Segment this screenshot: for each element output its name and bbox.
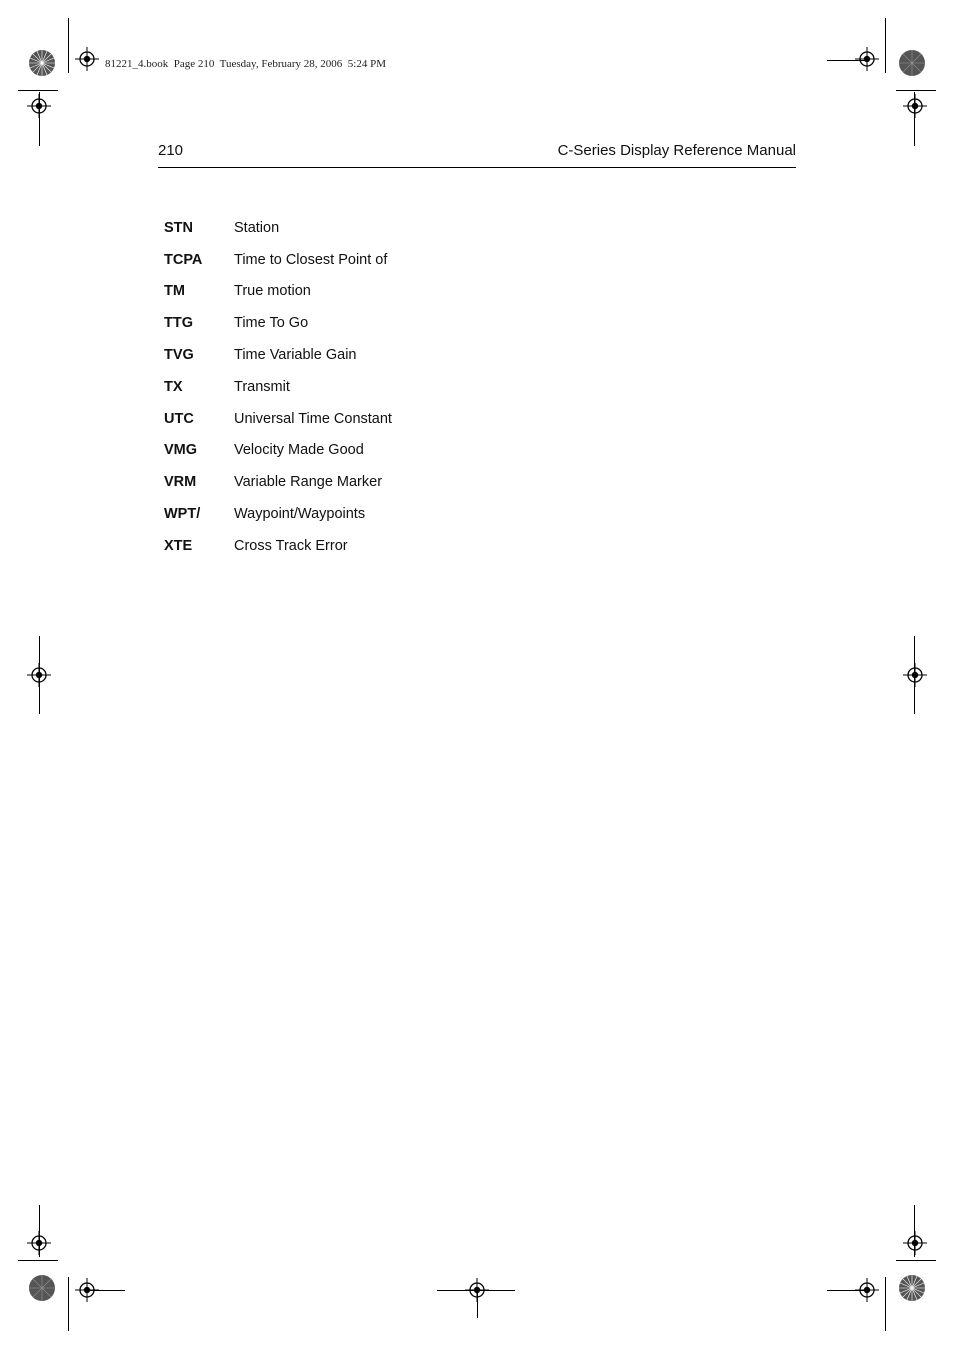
abbreviation: WPT/ [164,506,201,523]
registration-mark-icon [903,663,927,687]
abbreviation: TVG [164,347,194,364]
crop-mark-icon [39,1205,40,1257]
list-item [164,403,392,435]
definition: Station [234,219,280,236]
definition: Transmit [234,378,290,395]
list-item [164,244,392,276]
definition: Time Variable Gain [234,347,357,364]
list-item [164,498,392,530]
definition: Waypoint/Waypoints [234,506,366,523]
color-wheel-icon [898,1274,926,1302]
abbreviation: TTG [164,315,193,332]
crop-mark-icon [896,1260,936,1261]
book-title: C-Series Display Reference Manual [557,142,796,159]
definition: Universal Time Constant [234,410,392,427]
abbreviation-list [164,212,392,562]
list-item [164,371,392,403]
crop-mark-icon [18,1260,58,1261]
crop-mark-icon [68,1277,69,1331]
crop-mark-icon [827,60,867,61]
abbreviation: UTC [164,410,194,427]
page-number: 210 [158,142,184,159]
running-header [158,141,796,168]
crop-mark-icon [39,92,40,146]
color-wheel-icon [898,49,926,77]
crop-mark-icon [914,636,915,714]
list-item [164,307,392,339]
crop-mark-icon [914,92,915,146]
abbreviation: TX [164,378,183,395]
definition: Velocity Made Good [234,442,364,459]
list-item [164,435,392,467]
crop-mark-icon [39,636,40,714]
abbreviation: VRM [164,474,197,491]
definition: Time to Closest Point of [234,251,388,268]
list-item [164,276,392,308]
abbreviation: XTE [164,537,193,554]
definition: Time To Go [234,315,309,332]
definition: True motion [234,283,311,300]
registration-mark-icon [855,47,879,71]
list-item [164,466,392,498]
list-item [164,212,392,244]
definition: Variable Range Marker [234,474,383,491]
color-wheel-icon [28,49,56,77]
crop-mark-icon [885,18,886,73]
crop-mark-icon [437,1290,515,1291]
registration-mark-icon [903,1231,927,1255]
crop-mark-icon [827,1290,867,1291]
crop-mark-icon [18,90,58,91]
crop-mark-icon [68,18,69,73]
abbreviation: VMG [164,442,198,459]
print-slug: 81221_4.book Page 210 Tuesday, February 28, 2006 5:24 PM [105,58,387,70]
crop-mark-icon [885,1277,886,1331]
abbreviation: STN [164,219,193,236]
crop-mark-icon [87,1290,125,1291]
color-wheel-icon [28,1274,56,1302]
crop-mark-icon [896,90,936,91]
definition: Cross Track Error [234,537,348,554]
abbreviation: TCPA [164,251,203,268]
list-item [164,339,392,371]
list-item [164,530,392,562]
registration-mark-icon [75,47,99,71]
abbreviation: TM [164,283,185,300]
crop-mark-icon [477,1292,478,1318]
registration-mark-icon [903,94,927,118]
crop-mark-icon [914,1205,915,1257]
